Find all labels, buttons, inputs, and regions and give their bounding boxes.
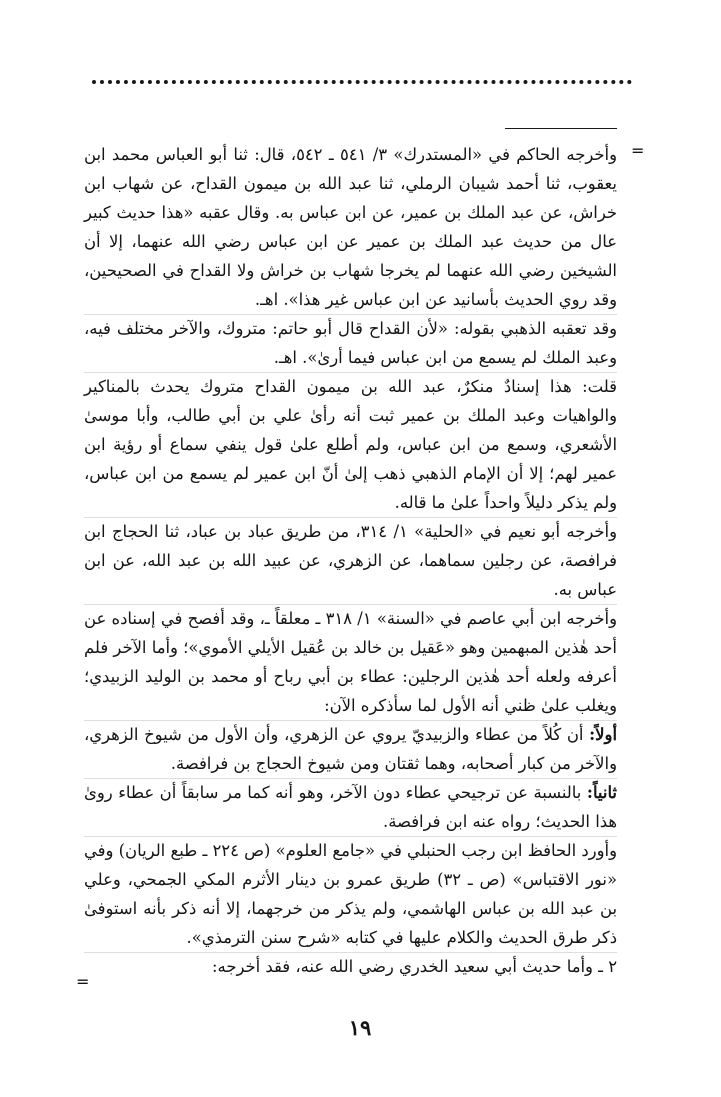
paragraph-text: وأخرجه الحاكم في «المستدرك» ٣/ ٥٤١ ـ ٥٤٢، قال: ثنا أبو العباس محمد ابن يعقوب، ثنا أحمد شيبان الرملي، ثنا عبد الله بن ميمون القداح، عن شهاب ابن خراش، عن عبد الملك بن عمير، عن ابن عباس به. وقال عقبه «هذا حديث كبير عال من حديث عبد الملك بن عمير عن ابن عباس رضي الله عنهما، إلا أن الشيخين رضي الله عنهما لم يخرجا شهاب بن خراش ولا القداح في الصحيحين، وقد روي الحديث بأسانيد عن ابن عباس غير هذا». اهـ. xyxy=(84,145,617,309)
paragraph-separator xyxy=(84,836,617,837)
paragraph xyxy=(84,604,617,720)
paragraph-lead: ثانياً: xyxy=(586,783,617,802)
paragraph-separator xyxy=(84,720,617,721)
paragraph-text: ٢ ـ وأما حديث أبي سعيد الخدري رضي الله عنه، فقد أخرجه: xyxy=(212,957,617,976)
paragraph-text: وقد تعقبه الذهبي بقوله: «لأن القداح قال أبو حاتم: متروك، والآخر مختلف فيه، وعبد الملك لم يسمع من ابن عباس فيما أرىٰ». اهـ. xyxy=(84,319,617,367)
paragraph xyxy=(84,517,617,604)
paragraph xyxy=(84,372,617,517)
paragraph-text: وأورد الحافظ ابن رجب الحنبلي في «جامع العلوم» (ص ٢٢٤ ـ طبع الريان) وفي «نور الاقتباس» (ص ـ ٣٢) طريق عمرو بن دينار الأثرم المكي الجمحي، وعلي بن عبد الله بن عباس الهاشمي، ولم يذكر من خرجهما، إلا أنه ذكر بأنه استوفىٰ ذكر طرق الحديث والكلام عليها في كتابه «شرح سنن الترمذي». xyxy=(84,841,617,947)
paragraph-separator xyxy=(84,604,617,605)
paragraph xyxy=(84,140,617,314)
paragraph xyxy=(84,836,617,952)
paragraph-separator xyxy=(84,314,617,315)
paragraph-text: قلت: هذا إسنادٌ منكرٌ، عبد الله بن ميمون القداح متروك يحدث بالمناكير والواهيات وعبد الملك بن عمير ثبت أنه رأىٰ علي بن أبي طالب، وأبا موسىٰ الأشعري، وسمع من ابن عباس، ولم أطلع علىٰ قول ينفي سماع أو رؤية ابن عمير لهم؛ إلا أن الإمام الذهبي ذهب إلىٰ أنّ ابن عمير لم يسمع من ابن عباس، ولم يذكر دليلاً واحداً علىٰ ما قاله. xyxy=(84,377,617,512)
paragraph-text: وأخرجه ابن أبي عاصم في «السنة» ١/ ٣١٨ ـ معلقاً ـ، وقد أفصح في إسناده عن أحد هٰذين المبهمين وهو «عَقيل بن خالد بن عُقيل الأيلي الأموي»؛ وأما الآخر فلم أعرفه ولعله أحد هٰذين الرجلين: عطاء بن أبي رباح أو محمد بن الوليد الزبيدي؛ ويغلب علىٰ ظني أنه الأول لما سأذكره الآن: xyxy=(84,609,617,715)
paragraph xyxy=(84,314,617,372)
dotted-separator xyxy=(92,80,632,84)
paragraph-separator xyxy=(84,952,617,953)
paragraph-separator xyxy=(84,517,617,518)
continuation-marker-bottom: = xyxy=(76,972,90,991)
paragraph-separator xyxy=(84,778,617,779)
paragraph-text: بالنسبة عن ترجيحي عطاء دون الآخر، وهو أنه كما مر سابقاً أن عطاء روىٰ هذا الحديث؛ رواه عنه ابن فرافصة. xyxy=(84,783,617,831)
paragraph-text: أن كُلاً من عطاء والزبيديّ يروي عن الزهري، وأن الأول من شيوخ الزهري، والآخر من كبار أصحابه، وهما ثقتان ومن شيوخ الحجاج بن فرافصة. xyxy=(84,725,617,773)
footnote-text xyxy=(84,140,617,981)
paragraph xyxy=(84,720,617,778)
continuation-marker-top: = xyxy=(631,141,645,160)
paragraph xyxy=(84,778,617,836)
footnote-rule xyxy=(505,128,617,129)
paragraph-separator xyxy=(84,372,617,373)
page-number: ١٩ xyxy=(348,1015,372,1040)
paragraph-text: وأخرجه أبو نعيم في «الحلية» ١/ ٣١٤، من طريق عباد بن عباد، ثنا الحجاج ابن فرافصة، عن رجلين سماهما، عن الزهري، عن عبيد الله بن عبد الله، عن ابن عباس به. xyxy=(84,522,617,599)
paragraph xyxy=(84,952,617,981)
paragraph-lead: أولاً: xyxy=(589,725,617,744)
